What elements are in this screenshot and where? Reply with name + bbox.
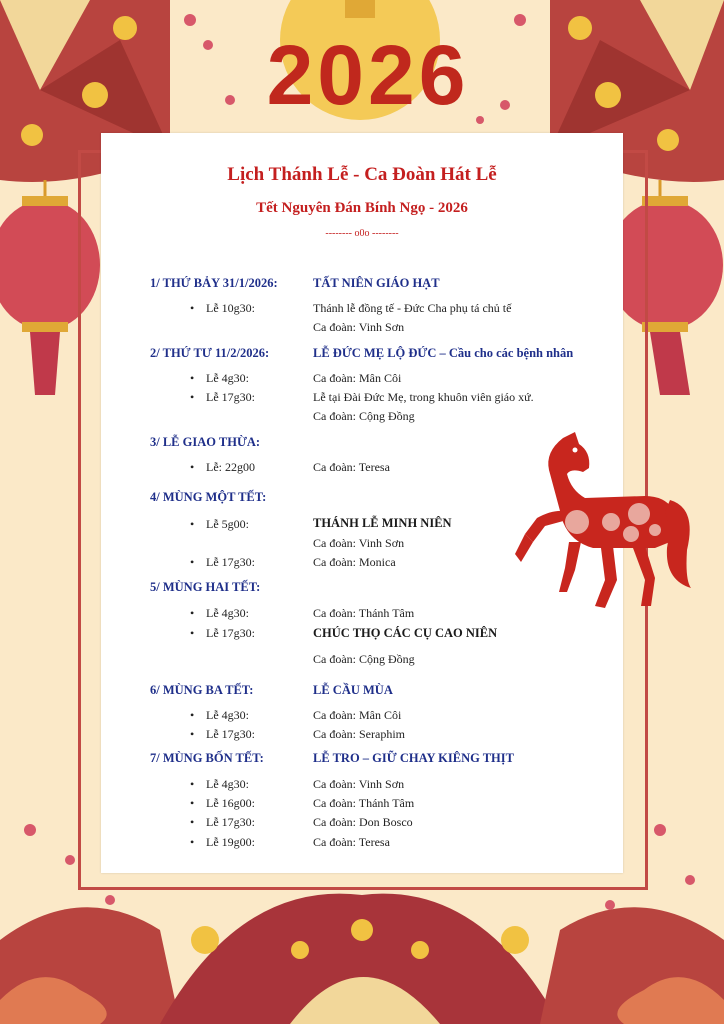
mass-info: Lễ tại Đài Đức Mẹ, trong khuôn viên giáo xứ.	[313, 390, 534, 404]
bullet: •	[190, 517, 195, 531]
choir-info: Ca đoàn: Cộng Đồng	[313, 409, 415, 423]
mass-time: Lễ 17g30:	[206, 626, 255, 640]
mass-time: Lễ 16g00:	[206, 796, 255, 810]
choir-info: Ca đoàn: Seraphim	[313, 727, 405, 741]
mass-time: Lễ: 22g00	[206, 460, 255, 474]
section-event: TẤT NIÊN GIÁO HẠT	[313, 276, 440, 290]
bullet: •	[190, 815, 195, 829]
choir-info: Ca đoàn: Vinh Sơn	[313, 536, 405, 550]
bullet: •	[190, 371, 195, 385]
choir-info: Ca đoàn: Thánh Tâm	[313, 606, 415, 620]
choir-info: Ca đoàn: Cộng Đồng	[313, 652, 415, 666]
mass-time: Lễ 4g30:	[206, 371, 249, 385]
choir-info: Ca đoàn: Mân Côi	[313, 708, 402, 722]
mass-time: Lễ 17g30:	[206, 555, 255, 569]
choir-info: Ca đoàn: Teresa	[313, 835, 390, 849]
mass-event: CHÚC THỌ CÁC CỤ CAO NIÊN	[313, 626, 498, 640]
choir-info: Ca đoàn: Vinh Sơn	[313, 777, 405, 791]
bullet: •	[190, 727, 195, 741]
mass-time: Lễ 19g00:	[206, 835, 255, 849]
choir-info: Ca đoàn: Don Bosco	[313, 815, 413, 829]
horse-icon	[505, 430, 695, 625]
mass-time: Lễ 5g00:	[206, 517, 249, 531]
mass-time: Lễ 17g30:	[206, 815, 255, 829]
mass-time: Lễ 17g30:	[206, 727, 255, 741]
bullet: •	[190, 777, 195, 791]
section-heading: 6/ MÙNG BA TẾT:	[150, 683, 254, 697]
bullet: •	[190, 626, 195, 640]
choir-info: Ca đoàn: Teresa	[313, 460, 390, 474]
bullet: •	[190, 796, 195, 810]
year-heading	[218, 27, 518, 122]
bullet: •	[190, 390, 195, 404]
mass-info: Thánh lễ đồng tế - Đức Cha phụ tá chủ tế	[313, 301, 512, 315]
section-heading: 2/ THỨ TƯ 11/2/2026:	[150, 346, 270, 360]
mass-time: Lễ 10g30:	[206, 301, 255, 315]
bullet: •	[190, 606, 195, 620]
page-subtitle: Tết Nguyên Đán Bính Ngọ - 2026	[256, 200, 468, 216]
fan-icon	[0, 894, 724, 1024]
section-heading: 7/ MÙNG BỐN TẾT:	[150, 751, 264, 765]
section-heading: 5/ MÙNG HAI TẾT:	[150, 580, 261, 594]
choir-info: Ca đoàn: Thánh Tâm	[313, 796, 415, 810]
year-text: 2026	[266, 27, 470, 122]
section-event: LỄ CẦU MÙA	[313, 683, 393, 697]
choir-info: Ca đoàn: Vinh Sơn	[313, 320, 405, 334]
section-event: LỄ ĐỨC MẸ LỘ ĐỨC – Cầu cho các bệnh nhân	[313, 346, 574, 360]
bullet: •	[190, 301, 195, 315]
mass-time: Lễ 4g30:	[206, 708, 249, 722]
mass-time: Lễ 4g30:	[206, 777, 249, 791]
section-event: LỄ TRO – GIỮ CHAY KIÊNG THỊT	[313, 751, 514, 765]
choir-info: Ca đoàn: Mân Côi	[313, 371, 402, 385]
page-title: Lịch Thánh Lễ - Ca Đoàn Hát Lễ	[227, 164, 497, 185]
section-heading: 1/ THỨ BẢY 31/1/2026:	[150, 276, 278, 290]
mass-time: Lễ 17g30:	[206, 390, 255, 404]
section-heading: 4/ MÙNG MỘT TẾT:	[150, 490, 267, 504]
divider: -------- o0o --------	[325, 228, 399, 239]
bullet: •	[190, 835, 195, 849]
bullet: •	[190, 708, 195, 722]
bullet: •	[190, 460, 195, 474]
mass-time: Lễ 4g30:	[206, 606, 249, 620]
bullet: •	[190, 555, 195, 569]
choir-info: Ca đoàn: Monica	[313, 555, 396, 569]
section-heading: 3/ LỄ GIAO THỪA:	[150, 435, 261, 449]
mass-event: THÁNH LỄ MINH NIÊN	[313, 516, 452, 530]
